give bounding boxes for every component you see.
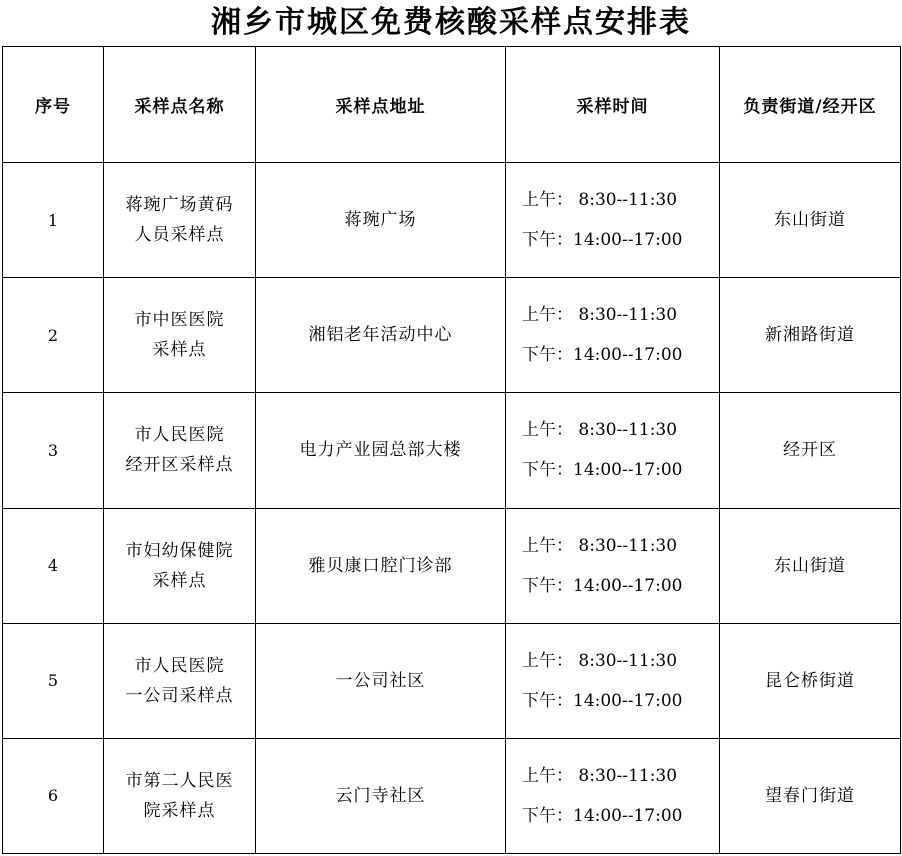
time-am: 上午： 8:30--11:30 bbox=[522, 190, 678, 211]
time-pm: 下午：14:00--17:00 bbox=[522, 575, 683, 596]
site-name-line2: 院采样点 bbox=[143, 800, 216, 821]
table-row bbox=[3, 508, 901, 623]
row-site-name bbox=[104, 508, 256, 623]
header-street: 负责街道/经开区 bbox=[720, 47, 901, 163]
row-time bbox=[506, 278, 720, 393]
time-am: 上午： 8:30--11:30 bbox=[522, 765, 678, 786]
row-street: 新湘路街道 bbox=[720, 278, 901, 393]
table-row bbox=[3, 163, 901, 278]
site-name-line2: 人员采样点 bbox=[134, 225, 225, 246]
row-site-name bbox=[104, 738, 256, 853]
header-name: 采样点名称 bbox=[104, 47, 256, 163]
sampling-sites-table bbox=[2, 46, 901, 854]
page-title: 湘乡市城区免费核酸采样点安排表 bbox=[211, 5, 691, 40]
header-address: 采样点地址 bbox=[256, 47, 506, 163]
time-pm: 下午：14:00--17:00 bbox=[522, 690, 683, 711]
row-site-name bbox=[104, 163, 256, 278]
site-name-line1: 市人民医院 bbox=[134, 425, 225, 446]
time-am: 上午： 8:30--11:30 bbox=[522, 305, 678, 326]
header-time: 采样时间 bbox=[506, 47, 720, 163]
site-name-line2: 一公司采样点 bbox=[125, 685, 234, 706]
row-site-name bbox=[104, 278, 256, 393]
time-am: 上午： 8:30--11:30 bbox=[522, 650, 678, 671]
time-pm: 下午：14:00--17:00 bbox=[522, 345, 683, 366]
row-seq: 2 bbox=[3, 278, 104, 393]
row-address: 蒋琬广场 bbox=[256, 163, 506, 278]
row-address: 雅贝康口腔门诊部 bbox=[256, 508, 506, 623]
table-row bbox=[3, 393, 901, 508]
header-seq: 序号 bbox=[3, 47, 104, 163]
site-name-line1: 市中医医院 bbox=[134, 310, 225, 331]
row-street: 望春门街道 bbox=[720, 738, 901, 853]
time-am: 上午： 8:30--11:30 bbox=[522, 420, 678, 441]
time-pm: 下午：14:00--17:00 bbox=[522, 230, 683, 251]
time-pm: 下午：14:00--17:00 bbox=[522, 460, 683, 481]
row-street: 经开区 bbox=[720, 393, 901, 508]
row-seq: 6 bbox=[3, 738, 104, 853]
site-name-line1: 市妇幼保健院 bbox=[125, 540, 234, 561]
row-time bbox=[506, 738, 720, 853]
row-street: 东山街道 bbox=[720, 508, 901, 623]
row-street: 昆仑桥街道 bbox=[720, 623, 901, 738]
row-site-name bbox=[104, 623, 256, 738]
site-name-line2: 采样点 bbox=[152, 570, 207, 591]
time-am: 上午： 8:30--11:30 bbox=[522, 535, 678, 556]
row-seq: 5 bbox=[3, 623, 104, 738]
site-name-line1: 市人民医院 bbox=[134, 655, 225, 676]
table-row bbox=[3, 623, 901, 738]
row-site-name bbox=[104, 393, 256, 508]
row-time bbox=[506, 623, 720, 738]
time-pm: 下午：14:00--17:00 bbox=[522, 805, 683, 826]
row-address: 云门寺社区 bbox=[256, 738, 506, 853]
site-name-line2: 经开区采样点 bbox=[125, 455, 234, 476]
site-name-line1: 蒋琬广场黄码 bbox=[125, 195, 234, 216]
row-street: 东山街道 bbox=[720, 163, 901, 278]
row-time bbox=[506, 508, 720, 623]
row-time bbox=[506, 393, 720, 508]
table-header-row bbox=[3, 47, 901, 163]
row-seq: 3 bbox=[3, 393, 104, 508]
row-address: 电力产业园总部大楼 bbox=[256, 393, 506, 508]
row-address: 湘铝老年活动中心 bbox=[256, 278, 506, 393]
row-time bbox=[506, 163, 720, 278]
row-seq: 1 bbox=[3, 163, 104, 278]
table-row bbox=[3, 278, 901, 393]
row-address: 一公司社区 bbox=[256, 623, 506, 738]
row-seq: 4 bbox=[3, 508, 104, 623]
table-row bbox=[3, 738, 901, 853]
site-name-line2: 采样点 bbox=[152, 340, 207, 361]
site-name-line1: 市第二人民医 bbox=[125, 770, 234, 791]
